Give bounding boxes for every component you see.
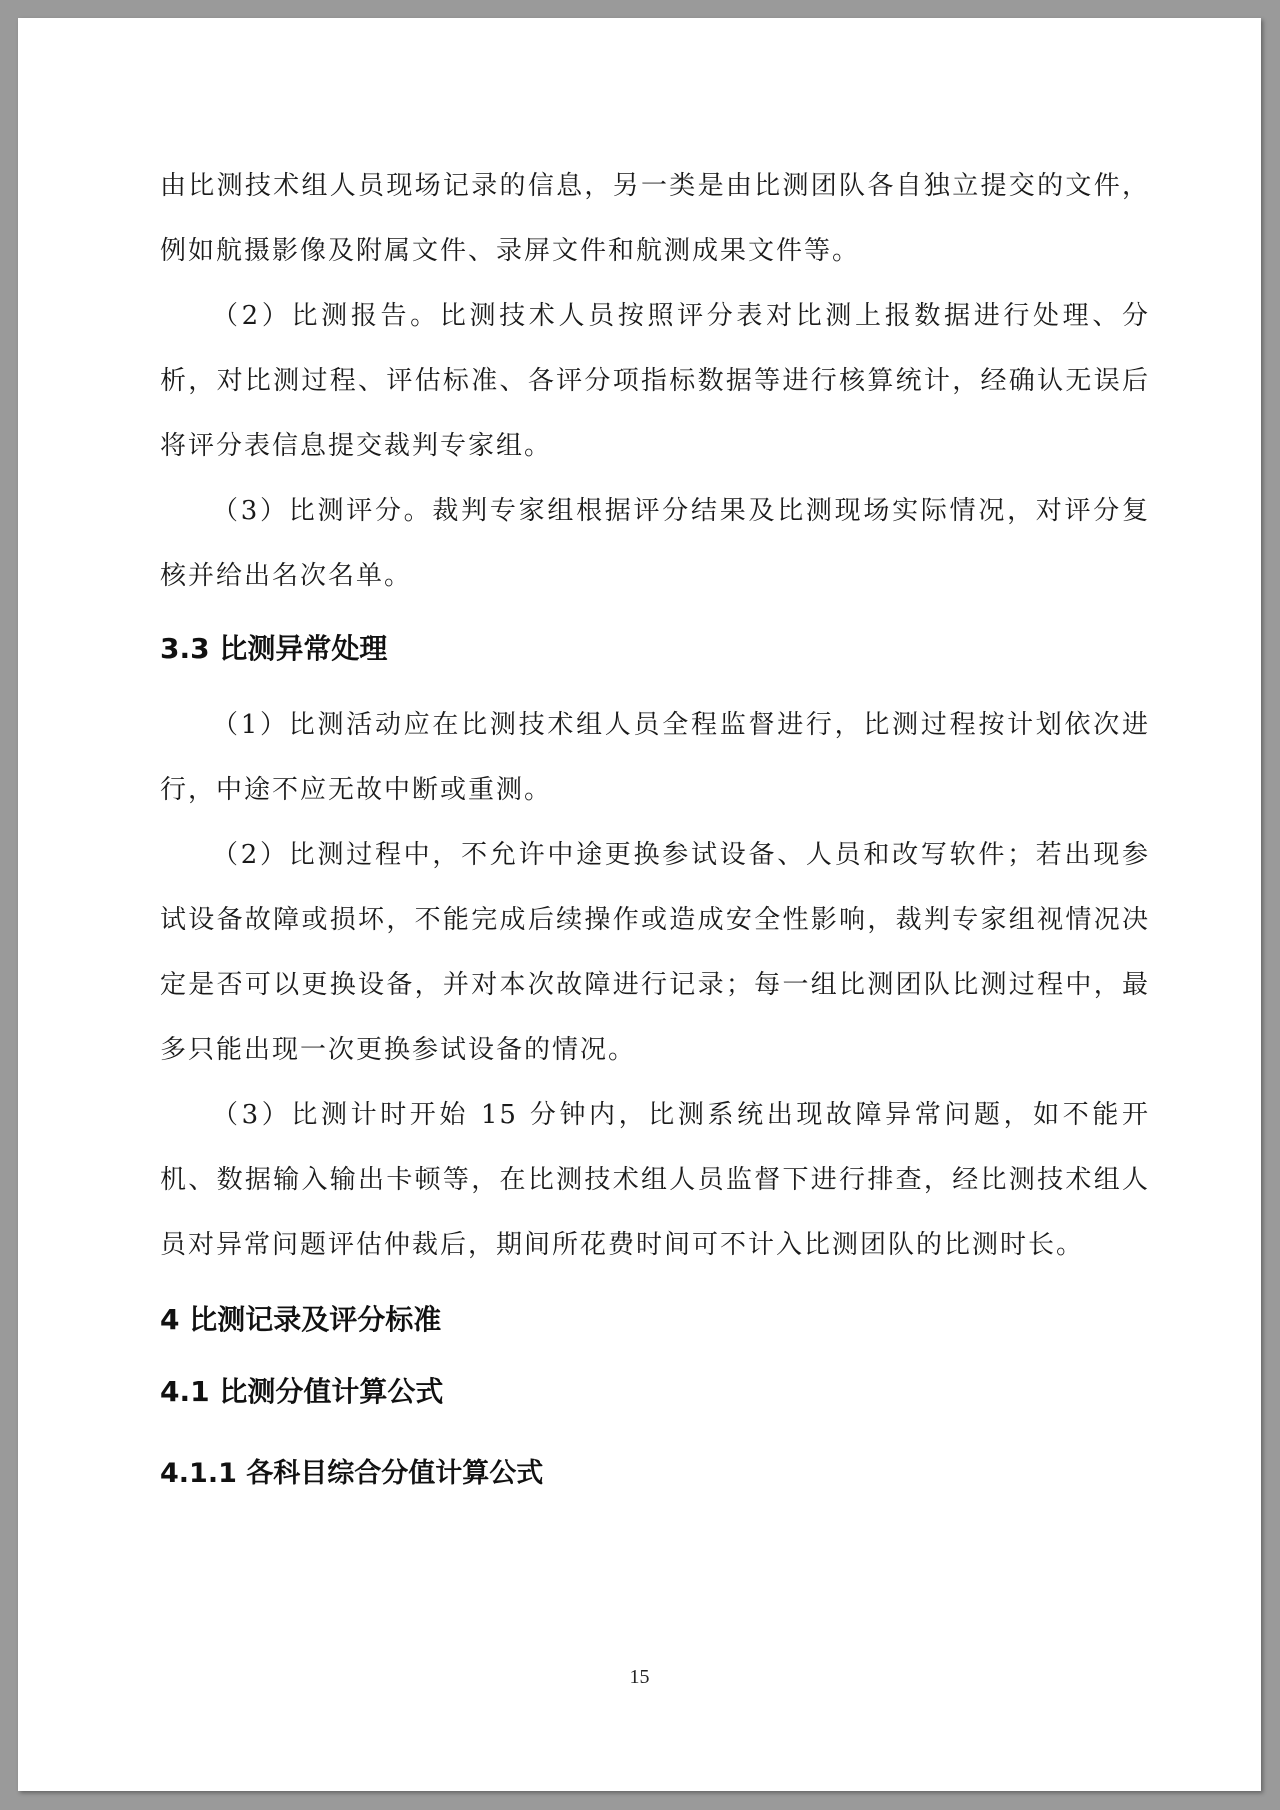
paragraph-continued: 由比测技术组人员现场记录的信息，另一类是由比测团队各自独立提交的文件，例如航摄影像及附属文件、录屏文件和航测成果文件等。	[160, 171, 1150, 266]
heading-4-1: 4.1 比测分值计算公式	[160, 1375, 444, 1408]
heading-4-1-1: 4.1.1 各科目综合分值计算公式	[160, 1458, 544, 1489]
paragraph-anomaly-2: （2）比测过程中，不允许中途更换参试设备、人员和改写软件；若出现参试设备故障或损坏，不能完成后续操作或造成安全性影响，裁判专家组视情况决定是否可以更换设备，并对本次故障进行记录；每一组比测团队比测过程中，最多只能出现一次更换参试设备的情况。	[160, 840, 1150, 1065]
document-page	[18, 18, 1261, 1791]
page-content	[160, 154, 1150, 1494]
heading-4: 4 比测记录及评分标准	[160, 1303, 442, 1336]
paragraph-anomaly-3: （3）比测计时开始 15 分钟内，比测系统出现故障异常问题，如不能开机、数据输入输出卡顿等，在比测技术组人员监督下进行排查，经比测技术组人员对异常问题评估仲裁后，期间所花费时间可不计入比测团队的比测时长。	[160, 1100, 1150, 1260]
paragraph-report: （2）比测报告。比测技术人员按照评分表对比测上报数据进行处理、分析，对比测过程、评估标准、各评分项指标数据等进行核算统计，经确认无误后将评分表信息提交裁判专家组。	[160, 301, 1150, 461]
page-number: 15	[629, 1666, 650, 1688]
paragraph-scoring: （3）比测评分。裁判专家组根据评分结果及比测现场实际情况，对评分复核并给出名次名单。	[160, 496, 1150, 591]
heading-3-3: 3.3 比测异常处理	[160, 632, 388, 665]
paragraph-anomaly-1: （1）比测活动应在比测技术组人员全程监督进行，比测过程按计划依次进行，中途不应无故中断或重测。	[160, 710, 1150, 805]
